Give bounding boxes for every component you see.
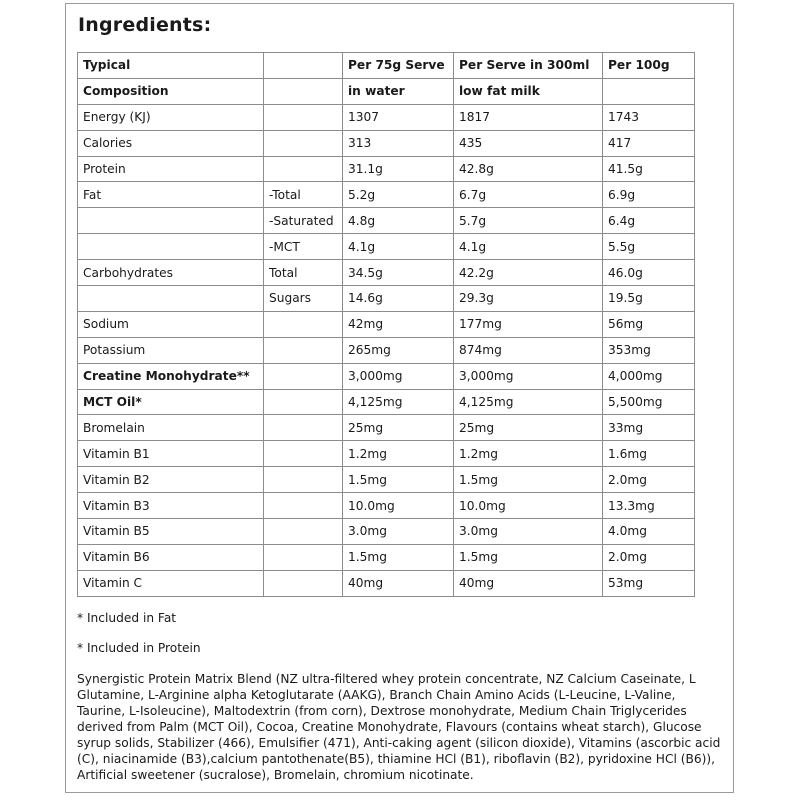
table-cell: 4.1g (454, 234, 603, 260)
table-cell: 3.0mg (454, 519, 603, 545)
table-row (78, 544, 695, 570)
table-cell (264, 467, 343, 493)
footnote-protein: * Included in Protein (77, 641, 201, 655)
table-cell (264, 363, 343, 389)
table-cell: 6.9g (603, 182, 695, 208)
table-cell: Vitamin B5 (78, 519, 264, 545)
table-row (78, 389, 695, 415)
table-cell: 4,000mg (603, 363, 695, 389)
table-cell: 435 (454, 130, 603, 156)
header-cell: in water (343, 78, 454, 104)
table-cell (264, 570, 343, 596)
table-cell: 1.2mg (343, 441, 454, 467)
table-cell (264, 544, 343, 570)
table-cell (264, 493, 343, 519)
table-cell: Energy (KJ) (78, 104, 264, 130)
table-cell: 4,125mg (343, 389, 454, 415)
table-cell (264, 441, 343, 467)
table-cell: 34.5g (343, 260, 454, 286)
header-cell: Per 100g (603, 53, 695, 79)
table-row (78, 519, 695, 545)
table-cell: Fat (78, 182, 264, 208)
table-cell: 4.1g (343, 234, 454, 260)
table-cell: 56mg (603, 311, 695, 337)
header-cell: Per 75g Serve (343, 53, 454, 79)
header-cell (264, 78, 343, 104)
table-cell: 5,500mg (603, 389, 695, 415)
header-row (78, 53, 695, 79)
table-cell: 31.1g (343, 156, 454, 182)
table-cell: 5.7g (454, 208, 603, 234)
table-cell: 177mg (454, 311, 603, 337)
table-cell: Vitamin B1 (78, 441, 264, 467)
table-row (78, 234, 695, 260)
table-cell: 1.5mg (454, 544, 603, 570)
table-cell: 40mg (454, 570, 603, 596)
table-cell: Bromelain (78, 415, 264, 441)
header-cell: Typical (78, 53, 264, 79)
table-cell: Carbohydrates (78, 260, 264, 286)
table-cell (264, 104, 343, 130)
table-row (78, 441, 695, 467)
table-row (78, 104, 695, 130)
table-row (78, 493, 695, 519)
table-cell: 353mg (603, 337, 695, 363)
table-cell: 42.2g (454, 260, 603, 286)
table-cell: 40mg (343, 570, 454, 596)
table-cell: 33mg (603, 415, 695, 441)
table-cell: 1.6mg (603, 441, 695, 467)
table-cell: 14.6g (343, 286, 454, 312)
table-row (78, 467, 695, 493)
page-title: Ingredients: (78, 14, 212, 36)
table-cell: 265mg (343, 337, 454, 363)
nutrition-table (77, 52, 695, 597)
table-cell (264, 389, 343, 415)
table-row (78, 260, 695, 286)
table-cell (78, 286, 264, 312)
table-row (78, 337, 695, 363)
table-cell: 46.0g (603, 260, 695, 286)
table-cell: 1743 (603, 104, 695, 130)
table-cell: Potassium (78, 337, 264, 363)
table-cell (264, 130, 343, 156)
table-cell: -Total (264, 182, 343, 208)
table-row (78, 182, 695, 208)
table-cell: 3.0mg (343, 519, 454, 545)
table-cell: 3,000mg (343, 363, 454, 389)
table-cell: Vitamin B2 (78, 467, 264, 493)
table-cell: 6.7g (454, 182, 603, 208)
table-cell: Total (264, 260, 343, 286)
table-cell: 2.0mg (603, 544, 695, 570)
table-cell: MCT Oil* (78, 389, 264, 415)
table-cell: 1307 (343, 104, 454, 130)
table-cell: 53mg (603, 570, 695, 596)
table-cell (264, 311, 343, 337)
table-cell: 313 (343, 130, 454, 156)
table-cell: 25mg (343, 415, 454, 441)
table-cell: 42.8g (454, 156, 603, 182)
table-cell: 1.5mg (454, 467, 603, 493)
table-cell: 5.2g (343, 182, 454, 208)
table-cell: 1.5mg (343, 467, 454, 493)
table-row (78, 363, 695, 389)
table-cell: Calories (78, 130, 264, 156)
table-cell: 41.5g (603, 156, 695, 182)
table-cell: 25mg (454, 415, 603, 441)
table-cell: 4.0mg (603, 519, 695, 545)
header-row (78, 78, 695, 104)
table-cell: 10.0mg (454, 493, 603, 519)
table-cell: Creatine Monohydrate** (78, 363, 264, 389)
table-cell (78, 234, 264, 260)
table-cell: 5.5g (603, 234, 695, 260)
table-cell: Sugars (264, 286, 343, 312)
table-cell: 3,000mg (454, 363, 603, 389)
table-cell: 4,125mg (454, 389, 603, 415)
table-cell: 1817 (454, 104, 603, 130)
table-cell: Sodium (78, 311, 264, 337)
table-cell: 1.2mg (454, 441, 603, 467)
table-cell: 874mg (454, 337, 603, 363)
table-row (78, 130, 695, 156)
table-cell: Vitamin B6 (78, 544, 264, 570)
table-cell (264, 415, 343, 441)
table-row (78, 415, 695, 441)
table-row (78, 156, 695, 182)
header-cell: low fat milk (454, 78, 603, 104)
table-row (78, 286, 695, 312)
table-cell (78, 208, 264, 234)
table-cell: Vitamin C (78, 570, 264, 596)
table-cell: 1.5mg (343, 544, 454, 570)
table-cell: Protein (78, 156, 264, 182)
footnote-fat: * Included in Fat (77, 611, 177, 625)
table-cell: -Saturated (264, 208, 343, 234)
table-cell: 4.8g (343, 208, 454, 234)
table-cell: 42mg (343, 311, 454, 337)
table-cell: 6.4g (603, 208, 695, 234)
table-cell (264, 337, 343, 363)
table-cell: Vitamin B3 (78, 493, 264, 519)
table-cell (264, 519, 343, 545)
table-row (78, 208, 695, 234)
table-cell: -MCT (264, 234, 343, 260)
table-cell: 13.3mg (603, 493, 695, 519)
table-row (78, 311, 695, 337)
header-cell (264, 53, 343, 79)
table-cell: 2.0mg (603, 467, 695, 493)
table-cell: 417 (603, 130, 695, 156)
table-row (78, 570, 695, 596)
table-cell: 19.5g (603, 286, 695, 312)
header-cell: Composition (78, 78, 264, 104)
table-cell (264, 156, 343, 182)
table-cell: 10.0mg (343, 493, 454, 519)
ingredients-paragraph: Synergistic Protein Matrix Blend (NZ ultra-filtered whey protein concentrate, NZ Calcium Caseinate, L Glutamine, L-Arginine alpha Ketoglutarate (AAKG), Branch Chain Amino Acids (L-Leucine, L-Valine, Taurine, L-Isoleucine), Maltodextrin (from corn), Dextrose monohydrate, Medium Chain Triglycerides derived from Palm (MCT Oil), Cocoa, Creatine Monohydrate, Flavours (contains wheat starch), Glucose syrup solids, Stabilizer (466), Emulsifier (471), Anti-caking agent (silicon dioxide), Vitamins (ascorbic acid (C), niacinamide (B3),calcium pantothenate(B5), thiamine HCl (B1), riboflavin (B2), pyridoxine HCl (B6)), Artificial sweetener (sucralose), Bromelain, chromium nicotinate. (77, 672, 721, 782)
header-cell: Per Serve in 300ml (454, 53, 603, 79)
table-cell: 29.3g (454, 286, 603, 312)
header-cell (603, 78, 695, 104)
